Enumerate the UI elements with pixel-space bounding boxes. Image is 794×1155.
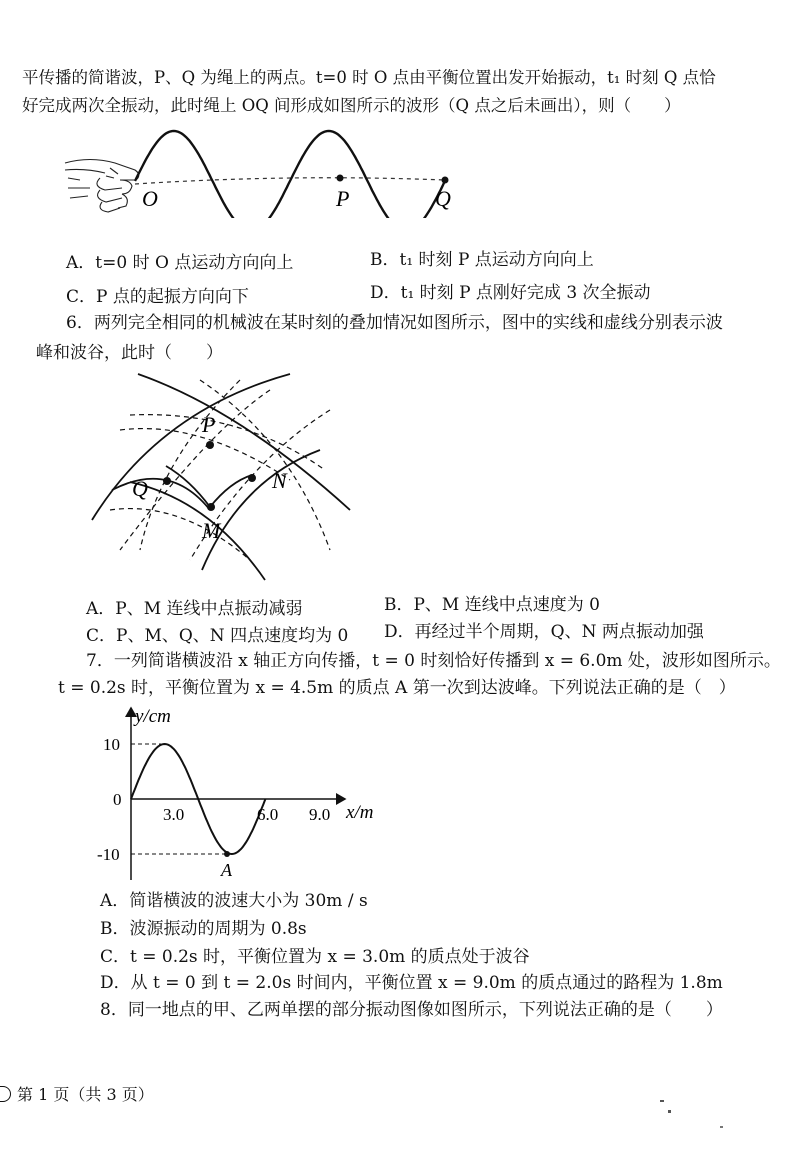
q7-option-c: C．t = 0.2s 时，平衡位置为 x = 3.0m 的质点处于波谷 (100, 947, 530, 967)
point-m-marker (207, 503, 215, 511)
label-p: P (202, 412, 216, 437)
y-tick-neg10: -10 (97, 845, 120, 864)
q6-text-line1: 6．两列完全相同的机械波在某时刻的叠加情况如图所示，图中的实线和虚线分别表示波 (66, 313, 723, 333)
label-q: Q (435, 186, 451, 211)
label-q: Q (132, 476, 148, 501)
point-a-label: A (221, 860, 232, 880)
x-tick-9: 9.0 (309, 805, 331, 824)
y-tick-10: 10 (103, 735, 120, 754)
q6-option-c: C．P、M、Q、N 四点速度均为 0 (86, 626, 349, 646)
q5-text-line1: 平传播的简谐波，P、Q 为绳上的两点。t=0 时 O 点由平衡位置出发开始振动，t₁ 时刻 Q 点恰 (22, 68, 716, 87)
q6-interference-figure (90, 370, 360, 590)
y-tick-0: 0 (113, 790, 122, 809)
q7-option-d: D．从 t = 0 到 t = 2.0s 时间内，平衡位置 x = 9.0m 的质点通过的路程为 1.8m (100, 973, 723, 993)
label-p: P (336, 186, 350, 211)
q5-option-d: D．t₁ 时刻 P 点刚好完成 3 次全振动 (370, 283, 651, 303)
point-a-marker (224, 851, 230, 857)
q5-rope-wave-figure (60, 118, 480, 218)
point-p-marker (206, 441, 214, 449)
q5-option-c: C．P 点的起振方向向下 (66, 287, 249, 307)
q6-option-d: D．再经过半个周期，Q、N 两点振动加强 (384, 622, 704, 642)
point-q-marker (442, 177, 449, 184)
q6-option-b: B．P、M 连线中点速度为 0 (384, 595, 600, 615)
q7-text-line2: t = 0.2s 时，平衡位置为 x = 4.5m 的质点 A 第一次到达波峰。下列说法正确的是（ ） (58, 678, 736, 698)
q7-wave-chart (95, 700, 395, 885)
q6-option-a: A．P、M 连线中点振动减弱 (86, 599, 303, 619)
scan-noise (720, 1126, 723, 1128)
q6-text-line2: 峰和波谷，此时（ ） (36, 343, 223, 363)
q7-option-b: B．波源振动的周期为 0.8s (100, 919, 307, 939)
point-p-marker (337, 175, 344, 182)
binding-mark-icon (0, 1086, 11, 1102)
page-footer (0, 1084, 154, 1106)
q7-option-a: A．简谐横波的波速大小为 30m / s (100, 891, 368, 911)
x-tick-6: 6.0 (257, 805, 279, 824)
y-axis-label: y/cm (135, 706, 171, 727)
point-q-marker (163, 477, 171, 485)
scan-noise (668, 1110, 671, 1113)
q5-text-line2: 好完成两次全振动，此时绳上 OQ 间形成如图所示的波形（Q 点之后未画出），则（ ） (22, 96, 681, 115)
label-n: N (272, 468, 287, 493)
x-axis-label: x/m (346, 802, 374, 823)
q5-option-a: A．t=0 时 O 点运动方向向上 (66, 253, 294, 273)
hand-icon (65, 160, 139, 213)
page-number: 第 1 页（共 3 页） (17, 1085, 154, 1104)
q7-text-line1: 7．一列简谐横波沿 x 轴正方向传播，t = 0 时刻恰好传播到 x = 6.0m 处，波形如图所示。 (86, 651, 781, 671)
x-tick-3: 3.0 (163, 805, 185, 824)
label-m: M (202, 518, 221, 543)
point-n-marker (248, 474, 256, 482)
q5-option-b: B．t₁ 时刻 P 点运动方向向上 (370, 250, 594, 270)
q8-text-line1: 8．同一地点的甲、乙两单摆的部分振动图像如图所示，下列说法正确的是（ ） (100, 1000, 723, 1020)
scan-noise (660, 1100, 664, 1102)
label-o: O (142, 186, 158, 211)
